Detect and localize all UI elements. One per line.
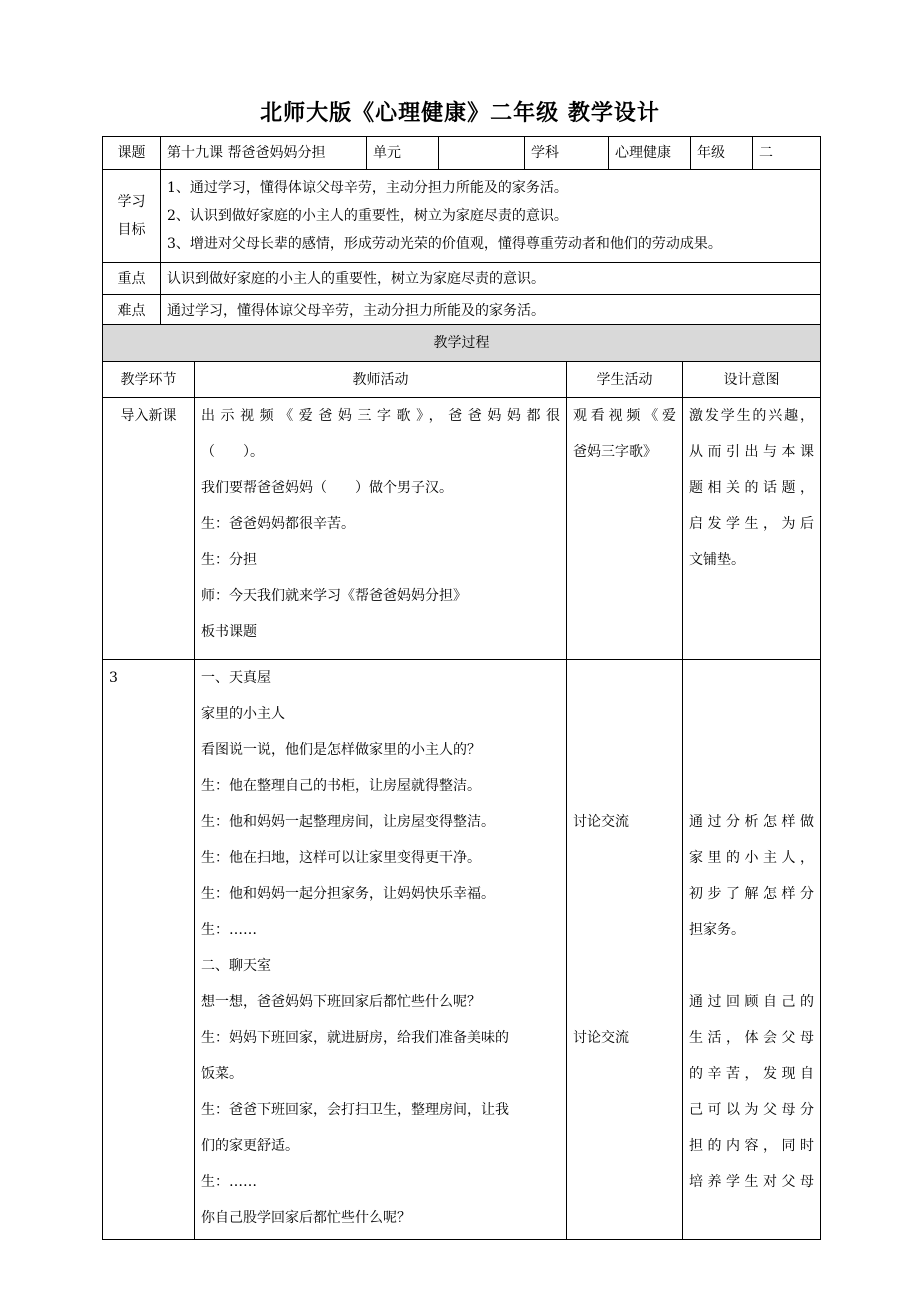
- teacher-line: 板书课题: [201, 624, 257, 640]
- grade-label: 年级: [691, 137, 753, 170]
- teacher-line: 想一想，爸爸妈妈下班回家后都忙些什么呢？: [201, 994, 481, 1010]
- lesson-label: 课题: [103, 137, 161, 170]
- intent-line: 通过分析怎样做: [689, 814, 814, 830]
- column-header: 设计意图: [683, 362, 821, 398]
- student-line: 爸妈三字歌》: [573, 444, 657, 460]
- intent-line: 己可以为父母分: [689, 1102, 814, 1118]
- teacher-line: 生：爸爸妈妈都很辛苦。: [201, 516, 355, 532]
- intent-line: 家里的小主人，: [689, 850, 814, 866]
- intent-line: 通过回顾自己的: [689, 994, 814, 1010]
- teacher-line: （ ）。: [201, 444, 264, 460]
- teacher-line: 我们要帮爸爸妈妈（ ）做个男子汉。: [201, 480, 453, 496]
- teacher-line: 看图说一说，他们是怎样做家里的小主人的？: [201, 742, 481, 758]
- student-line: 讨论交流: [573, 814, 629, 830]
- stage-intro: 导入新课: [103, 398, 195, 660]
- design-intent-main: [683, 660, 821, 1240]
- intent-line: 生活，体会父母: [689, 1030, 814, 1046]
- intent-line: 担的内容，同时: [689, 1138, 814, 1154]
- column-header: 教师活动: [195, 362, 567, 398]
- intent-line: 从而引出与本课: [689, 444, 814, 460]
- stage-number: 3: [103, 660, 195, 1240]
- subject-label: 学科: [525, 137, 609, 170]
- teacher-line: 饭菜。: [201, 1066, 243, 1082]
- teacher-line: 们的家更舒适。: [201, 1138, 299, 1154]
- student-activity-main: [567, 660, 683, 1240]
- goal-item: 3、增进对父母长辈的感情，形成劳动光荣的价值观，懂得尊重劳动者和他们的劳动成果。: [167, 236, 722, 252]
- goals-list: [161, 170, 821, 263]
- key-point-label: 重点: [103, 263, 161, 295]
- teacher-line: 生：爸爸下班回家，会打扫卫生，整理房间，让我: [201, 1102, 509, 1118]
- intent-line: 文铺垫。: [689, 552, 745, 568]
- unit-value: [439, 137, 525, 170]
- intent-line: 担家务。: [689, 922, 745, 938]
- teacher-line: 生：他在扫地，这样可以让家里变得更干净。: [201, 850, 481, 866]
- teacher-line: 生：妈妈下班回家，就进厨房，给我们准备美味的: [201, 1030, 509, 1046]
- goal-item: 1、通过学习，懂得体谅父母辛劳，主动分担力所能及的家务活。: [167, 180, 568, 196]
- teacher-line: 生：分担: [201, 552, 257, 568]
- key-point-value: 认识到做好家庭的小主人的重要性，树立为家庭尽责的意识。: [161, 263, 821, 295]
- teacher-line: 二、聊天室: [201, 958, 271, 974]
- column-header: 学生活动: [567, 362, 683, 398]
- teacher-activity-intro: [195, 398, 567, 660]
- page-title: 北师大版《心理健康》二年级 教学设计: [260, 101, 660, 126]
- goals-label: 学习 目标: [103, 170, 161, 263]
- goal-item: 2、认识到做好家庭的小主人的重要性，树立为家庭尽责的意识。: [167, 208, 568, 224]
- subject-value: 心理健康: [609, 137, 691, 170]
- teacher-line: 一、天真屋: [201, 670, 271, 686]
- lesson-value: 第十九课 帮爸爸妈妈分担: [161, 137, 367, 170]
- teacher-line: 生：他和妈妈一起整理房间，让房屋变得整洁。: [201, 814, 495, 830]
- teacher-line: 家里的小主人: [201, 706, 285, 722]
- teacher-line: 生：……: [201, 1174, 257, 1190]
- student-activity-intro: [567, 398, 683, 660]
- difficulty-label: 难点: [103, 295, 161, 327]
- student-line: 讨论交流: [573, 1030, 629, 1046]
- intent-line: 激发学生的兴趣，: [689, 408, 814, 424]
- intent-line: 题相关的话题，: [689, 480, 814, 496]
- teacher-line: 生：他在整理自己的书柜，让房屋就得整洁。: [201, 778, 481, 794]
- grade-value: 二: [753, 137, 821, 170]
- teacher-line: 你自己股学回家后都忙些什么呢？: [201, 1210, 411, 1226]
- intent-line: 的辛苦，发现自: [689, 1066, 814, 1082]
- intent-line: 初步了解怎样分: [689, 886, 814, 902]
- teacher-activity-main: [195, 660, 567, 1240]
- process-table: [102, 324, 821, 1240]
- intent-line: 启发学生，为后: [689, 516, 814, 532]
- design-intent-intro: [683, 398, 821, 660]
- teacher-line: 师：今天我们就来学习《帮爸爸妈妈分担》: [201, 588, 467, 604]
- column-header: 教学环节: [103, 362, 195, 398]
- info-table: [102, 136, 821, 327]
- student-line: 观看视频《爱: [573, 408, 676, 424]
- process-header: 教学过程: [103, 325, 821, 362]
- teacher-line: 生：他和妈妈一起分担家务，让妈妈快乐幸福。: [201, 886, 495, 902]
- teacher-line: 出示视频《爱爸妈三字歌》，爸爸妈妈都很: [201, 408, 560, 424]
- unit-label: 单元: [367, 137, 439, 170]
- intent-line: 培养学生对父母: [689, 1174, 814, 1190]
- difficulty-value: 通过学习，懂得体谅父母辛劳，主动分担力所能及的家务活。: [161, 295, 821, 327]
- teacher-line: 生：……: [201, 922, 257, 938]
